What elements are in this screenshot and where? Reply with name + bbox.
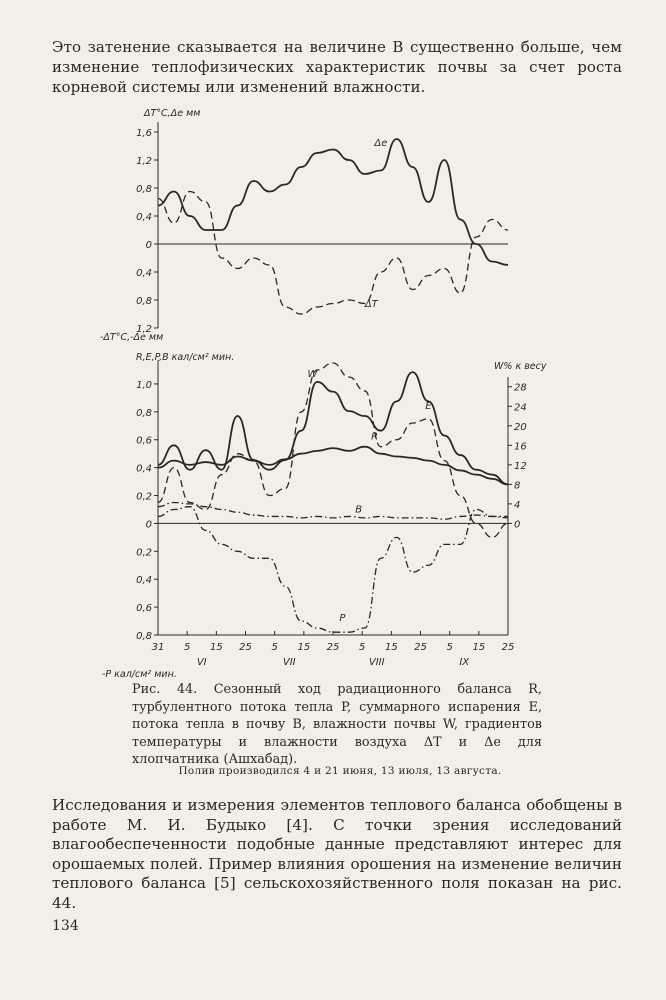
series-label-p: P — [339, 613, 346, 625]
top-y-tick-label: 1,2 — [136, 156, 152, 167]
top-y-label-upper: ΔT°C,Δe мм — [144, 108, 201, 119]
month-label: VIII — [368, 657, 385, 668]
x-tick-label: 15 — [384, 642, 398, 653]
series-w-line — [158, 372, 508, 484]
intro-paragraph: Это затенение сказывается на величине B существенно больше, чем изменение теплофизических характеристик почвы за счет роста корневой системы или изменений влажности. — [52, 38, 622, 96]
top-y-tick-label: 0,4 — [136, 212, 152, 223]
x-tick-label: 25 — [326, 642, 340, 653]
bottom-y-tick-label-left: 0,2 — [136, 547, 152, 559]
x-tick-label: 15 — [297, 642, 311, 653]
bottom-y-label-left: R,E,P,B кал/см² мин. — [136, 352, 235, 363]
series-delta-e-line — [158, 139, 508, 265]
x-tick-label: 25 — [239, 642, 252, 653]
series-p-line — [158, 507, 508, 633]
bottom-y-tick-label-right: 28 — [514, 382, 527, 394]
bottom-y-tick-label-left: 0,6 — [136, 603, 152, 615]
x-tick-label: 15 — [472, 642, 486, 653]
x-tick-label: 25 — [414, 642, 427, 653]
top-y-tick-label: 1,6 — [136, 128, 152, 139]
figure-44 — [100, 108, 570, 678]
x-tick-label: 31 — [151, 642, 165, 653]
bottom-y-tick-label-right: 8 — [514, 480, 521, 492]
bottom-y-tick-label-left: 0,6 — [136, 435, 152, 447]
x-tick-label: 5 — [358, 642, 366, 653]
x-tick-label: 15 — [209, 642, 223, 653]
bottom-y-tick-label-left: 0,4 — [136, 575, 152, 587]
x-tick-label: 5 — [183, 642, 191, 653]
bottom-y-tick-label-right: 0 — [514, 519, 521, 531]
top-y-tick-label: 1,2 — [136, 324, 152, 335]
series-label-delta-e: Δe — [374, 138, 388, 149]
bottom-y-tick-label-right: 4 — [514, 499, 521, 511]
bottom-y-tick-label-right: 20 — [514, 421, 527, 433]
figure-svg — [100, 108, 570, 678]
bottom-y-label-right: W% к весу — [494, 360, 547, 372]
figure-note: Полив производился 4 и 21 июня, 13 июля, 13 августа. — [178, 765, 502, 777]
top-y-tick-label: 0,8 — [136, 296, 152, 307]
bottom-y-tick-label-left: 0,4 — [136, 463, 152, 475]
bottom-y-tick-label-left: 0 — [145, 519, 152, 531]
series-label-b: B — [355, 504, 363, 516]
bottom-y-label-left-lower: -P кал/см² мин. — [102, 669, 177, 678]
series-label-e: E — [425, 401, 432, 413]
series-label-r: R — [371, 431, 379, 443]
page-number: 134 — [52, 918, 79, 934]
body-paragraph: Исследования и измерения элементов теплового баланса обобщены в работе М. И. Будыко [4]. С точки зрения исследований влагообеспеченности подобные данные представляют интерес для орошаемых полей. Пример влияния орошения на изменение величин теплового баланса [5] сельскохозяйственного поля показан на рис. 44. — [52, 796, 622, 912]
month-label: VII — [282, 657, 296, 668]
bottom-y-tick-label-left: 0,8 — [136, 407, 152, 419]
bottom-y-tick-label-right: 16 — [514, 441, 527, 453]
bottom-y-tick-label-left: 0,8 — [136, 631, 152, 642]
series-label-delta-t: ΔT — [364, 299, 378, 310]
x-tick-label: 5 — [271, 642, 278, 653]
bottom-y-tick-label-right: 24 — [514, 402, 527, 414]
top-y-tick-label: 0 — [145, 240, 152, 251]
bottom-y-tick-label-left: 1,0 — [136, 379, 152, 391]
month-label: IX — [459, 657, 470, 668]
bottom-y-tick-label-left: 0,2 — [136, 491, 152, 503]
month-label: VI — [196, 657, 207, 668]
top-y-tick-label: 0,8 — [136, 184, 152, 195]
bottom-y-tick-label-right: 12 — [514, 460, 527, 472]
series-label-w: W — [307, 368, 318, 380]
x-tick-label: 25 — [501, 642, 515, 653]
top-y-tick-label: 0,4 — [136, 268, 152, 279]
x-tick-label: 5 — [446, 642, 453, 653]
top-y-label-lower: -ΔT°C,-Δe мм — [100, 332, 164, 343]
figure-caption: Рис. 44. Сезонный ход радиационного баланса R, турбулентного потока тепла P, суммарного испарения E, потока тепла в почву B, влажности почвы W, градиентов температуры и влажности воздуха ΔT и Δe для хлопчатника (Ашхабад). — [132, 682, 542, 767]
